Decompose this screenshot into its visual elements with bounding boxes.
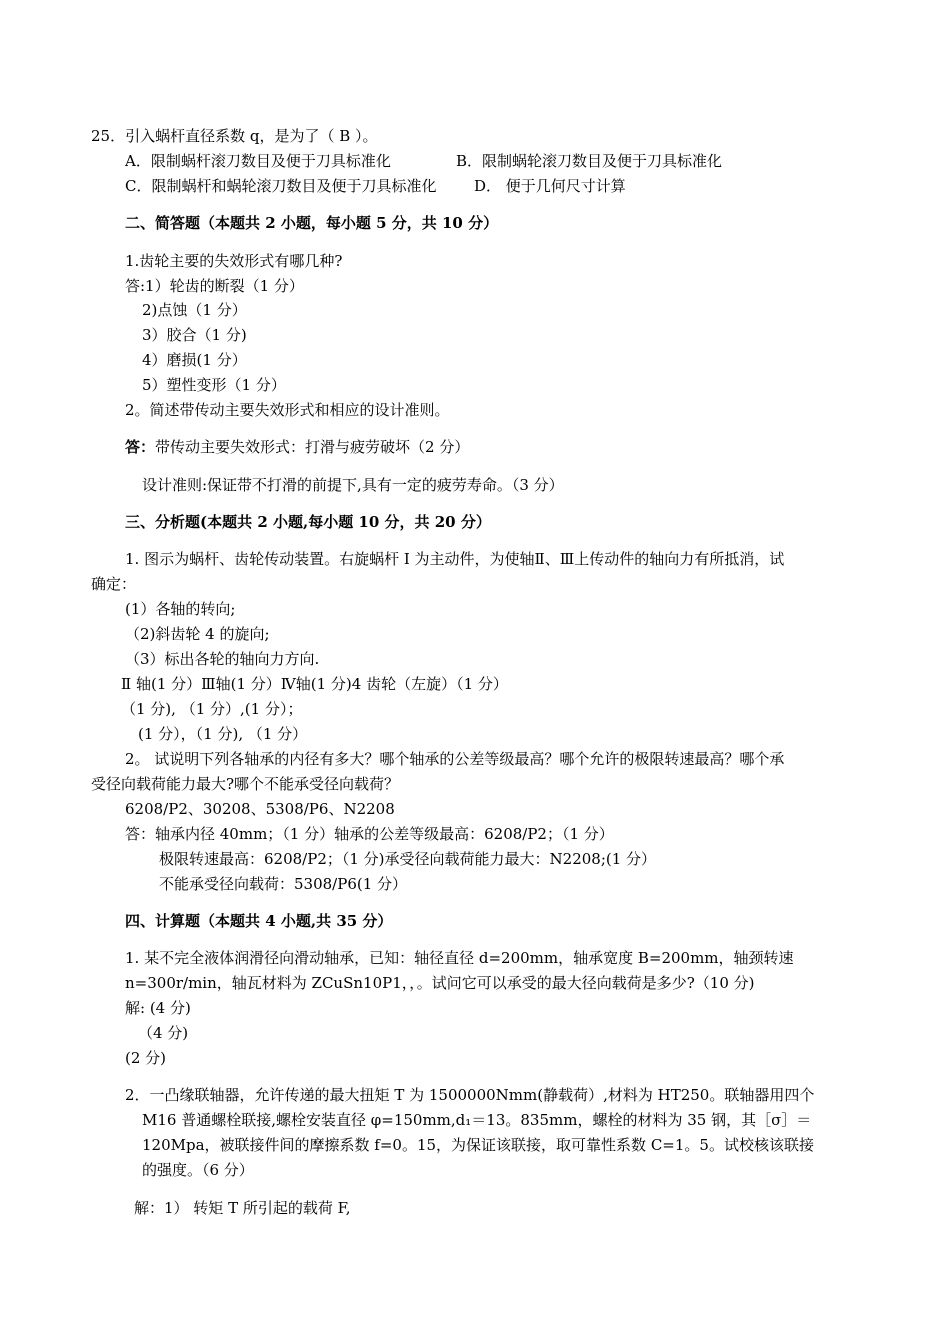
question-25-option-a: A．限制蜗杆滚刀数目及便于刀具标准化	[125, 152, 391, 170]
question-25-option-b: B．限制蜗轮滚刀数目及便于刀具标准化	[456, 152, 723, 170]
section-4-question-2-cont: 的强度。（6 分）	[142, 1161, 254, 1179]
section-2-title: 二、简答题（本题共 2 小题，每小题 5 分，共 10 分）	[125, 214, 499, 232]
answer-text: 带传动主要失效形式：打滑与疲劳破坏（2 分）	[155, 438, 470, 456]
question-25-option-d: D． 便于几何尺寸计算	[474, 177, 626, 195]
section-2-answer-2	[125, 437, 469, 457]
section-4-question-1-cont: n=300r/min，轴瓦材料为 ZCuSn10P1，，。试问它可以承受的最大径向载荷是多少?（10 分)	[125, 974, 755, 992]
section-4-title: 四、计算题（本题共 4 小题,共 35 分）	[125, 912, 393, 930]
sub-item: (1）各轴的转向;	[125, 600, 236, 618]
answer-line: （1 分), （1 分）,(1 分）；	[121, 700, 303, 718]
section-3-question-1: 1. 图示为蜗杆、齿轮传动装置。右旋蜗杆 I 为主动件，为使轴Ⅱ、Ⅲ上传动件的轴向力有所抵消，试	[125, 550, 785, 568]
answer-line: （4 分)	[138, 1024, 189, 1042]
answer-line: (1 分），（1 分), （1 分）	[138, 725, 308, 743]
answer-line: 4）磨损(1 分）	[142, 351, 247, 369]
answer-line: 解: (4 分)	[125, 999, 191, 1017]
section-3-title: 三、分析题(本题共 2 小题,每小题 10 分，共 20 分）	[125, 513, 491, 531]
answer-line: 5）塑性变形（1 分）	[142, 376, 286, 394]
section-3-question-2: 2。 试说明下列各轴承的内径有多大？哪个轴承的公差等级最高？哪个允许的极限转速最高？哪个承	[125, 750, 785, 768]
section-4-question-2-cont: 120Mpa，被联接件间的摩擦系数 f=0。15，为保证该联接，取可靠性系数 C=1。5。试校核该联接	[142, 1136, 814, 1154]
question-25-option-c: C．限制蜗杆和蜗轮滚刀数目及便于刀具标准化	[125, 177, 437, 195]
section-4-answer-2: 解：1） 转矩 T 所引起的载荷 F,	[134, 1199, 351, 1217]
section-4-question-2-cont: M16 普通螺栓联接,螺栓安装直径 φ=150mm,d₁＝13。835mm，螺栓的材料为 35 钢，其［σ］＝	[142, 1111, 812, 1129]
answer-line: 答:1）轮齿的断裂（1 分）	[125, 277, 304, 295]
answer-line: (2 分)	[125, 1049, 167, 1067]
section-4-question-1: 1. 某不完全液体润滑径向滑动轴承，已知：轴径直径 d=200mm，轴承宽度 B=200mm，轴颈转速	[125, 949, 794, 967]
bearing-list: 6208/P2、30208、5308/P6、N2208	[125, 800, 395, 818]
answer-line: 3）胶合（1 分)	[142, 326, 247, 344]
answer-line: Ⅱ 轴(1 分）Ⅲ轴(1 分）Ⅳ轴(1 分)4 齿轮（左旋）（1 分）	[121, 675, 508, 693]
question-25-stem: 25．引入蜗杆直径系数 q，是为了（ B ）。	[91, 127, 378, 145]
answer-line: 答：轴承内径 40mm；（1 分）轴承的公差等级最高：6208/P2；（1 分）	[125, 825, 614, 843]
section-2-design-rule: 设计准则:保证带不打滑的前提下,具有一定的疲劳寿命。（3 分）	[142, 476, 564, 494]
answer-label: 答：	[125, 438, 156, 456]
section-2-question-2: 2。简述带传动主要失效形式和相应的设计准则。	[125, 401, 450, 419]
answer-line: 不能承受径向载荷：5308/P6(1 分）	[159, 875, 408, 893]
section-3-question-2-cont: 受径向载荷能力最大?哪个不能承受径向载荷？	[91, 775, 400, 793]
sub-item: （3）标出各轮的轴向力方向.	[125, 650, 320, 668]
answer-line: 极限转速最高：6208/P2；（1 分)承受径向载荷能力最大：N2208;(1 分）	[159, 850, 657, 868]
section-4-question-2: 2．一凸缘联轴器，允许传递的最大扭矩 T 为 1500000Nmm(静载荷）,材料为 HT250。联轴器用四个	[125, 1086, 815, 1104]
sub-item: （2)斜齿轮 4 的旋向;	[125, 625, 270, 643]
section-2-question-1: 1.齿轮主要的失效形式有哪几种?	[125, 252, 343, 270]
section-3-question-1-cont: 确定：	[91, 575, 137, 593]
answer-line: 2)点蚀（1 分）	[142, 301, 247, 319]
